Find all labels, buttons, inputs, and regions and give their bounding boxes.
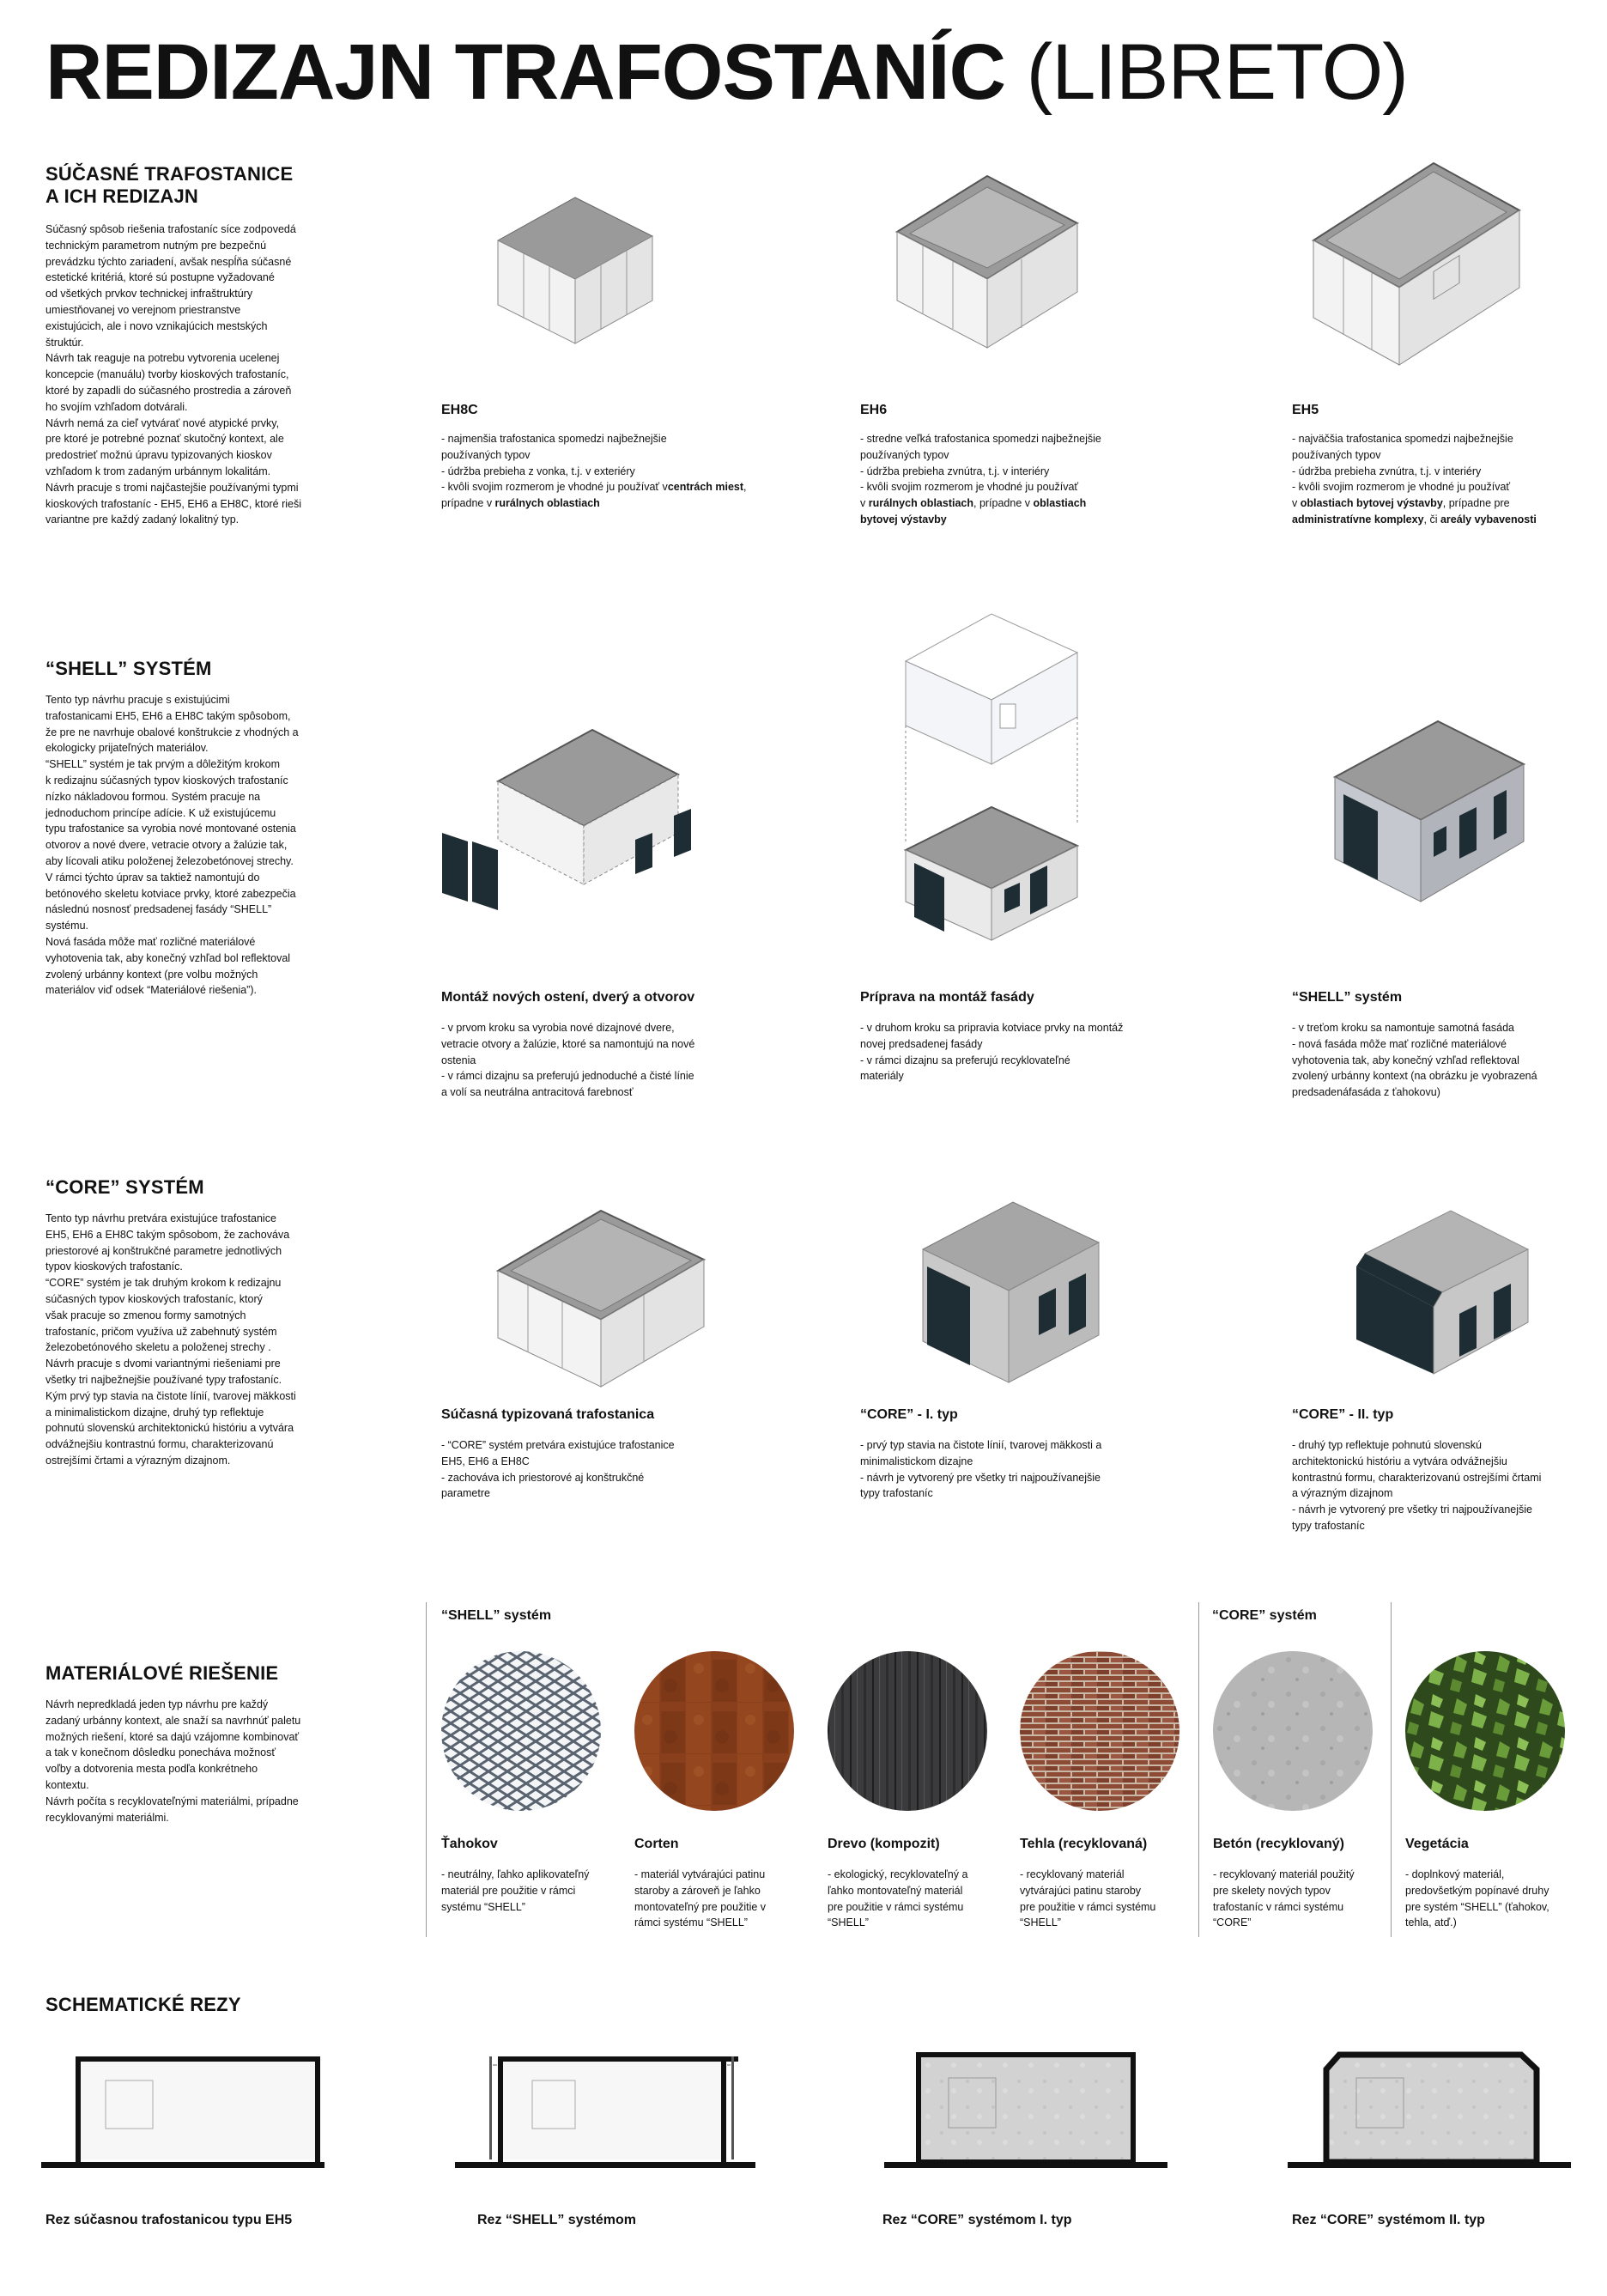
eh8c-label: EH8C	[441, 403, 478, 417]
material-label-tehla: Tehla (recyklovaná)	[1020, 1837, 1148, 1851]
shell-step2-drawing	[893, 601, 1099, 945]
shell-step3-text: - v treťom kroku sa namontuje samotná fasáda - nová fasáda môže mať rozličné materiálové vyhotovenia tak, aby konečný vzhľad reflektoval zvolený urbánny kontext (na obrázku je vyobrazená predsadenáfasáda z ťahokovu)	[1292, 1022, 1537, 1099]
materials-divider-right	[1391, 1602, 1392, 1937]
core-type1-drawing	[910, 1189, 1107, 1395]
material-swatch-vegetacia	[1405, 1651, 1565, 1811]
material-swatch-corten	[634, 1651, 794, 1811]
eh6-label: EH6	[860, 403, 888, 417]
shell-step3-label: “SHELL” systém	[1292, 990, 1403, 1005]
section-cut-core1-label: Rez “CORE” systémom I. typ	[882, 2213, 1072, 2227]
section-heading-sections: SCHEMATICKÉ REZY	[45, 1994, 241, 2015]
shell-step2-text: - v druhom kroku sa pripravia kotviace prvky na montáž novej predsadenej fasády - v rámci dizajnu sa preferujú recyklovateľné materiály	[860, 1022, 1124, 1083]
section-heading-materials: MATERIÁLOVÉ RIEŠENIE	[45, 1662, 279, 1684]
eh8c-kiosk-drawing	[481, 189, 670, 352]
material-swatch-tehla	[1020, 1651, 1179, 1811]
eh6-text: - stredne veľká trafostanica spomedzi najbežnejšie používaných typov - údržba prebieha zvnútra, t.j. v interiéry - kvôli svojim rozmerom je vhodné ju používať v rurálnych oblastiach, prípadne v oblastiach bytovej výstavby	[860, 433, 1101, 525]
core-type2-drawing	[1348, 1202, 1537, 1382]
section-text-core: Tento typ návrhu pretvára existujúce trafostanice EH5, EH6 a EH8C takým spôsobom, že zachováva priestorové aj konštrukčné parametre jednotlivých typov kioskových trafostaníc. “CORE” systém je tak druhým krokom k redizajnu súčasných typov kioskových trafostaníc, ktorý však pracuje so zmenou formy samotných trafostaníc, pričom využíva už zabehnutý systém železobetónového skeletu a položenej strechy . Návrh pracuje s dvomi variantnými riešeniami pre všetky tri najbežnejšie používané typy trafostaníc. Kým prvý typ stavia na čistote línií, tvarovej mäkkosti a minimalistickom dizajne, druhý typ reflektuje pohnutú slovenskú architektonickú históriu a vytvára odvážnejšiu kontrastnú formu, charakterizovanú ostrejšími črtami a výrazným dizajnom.	[45, 1212, 296, 1467]
shell-step1-drawing	[438, 713, 713, 910]
material-label-tahokov: Ťahokov	[441, 1837, 498, 1851]
material-swatch-beton	[1213, 1651, 1373, 1811]
page-title	[45, 29, 1408, 115]
eh5-label: EH5	[1292, 403, 1319, 417]
shell-step1-text: - v prvom kroku sa vyrobia nové dizajnové dvere, vetracie otvory a žalúzie, ktoré sa namontujú na nové ostenia - v rámci dizajnu sa preferujú jednoduché a čisté línie a volí sa neutrálna antracitová farebnosť	[441, 1022, 695, 1099]
eh6-kiosk-drawing	[884, 163, 1090, 361]
section-text-materials: Návrh nepredkladá jeden typ návrhu pre každý zadaný urbánny kontext, ale snaží sa navrhnúť paletu možných riešení, ktoré sa dajú vzájomne kombinovať a tak v konečnom dôsledku ponecháva možnosť voľby a dotvorenia mesta podľa konkrétneho kontextu. Návrh počíta s recyklovateľnými materiálmi, prípadne recyklovanými materiálmi.	[45, 1698, 301, 1824]
core-type2-label: “CORE” - II. typ	[1292, 1407, 1394, 1422]
core-type2-text: - druhý typ reflektuje pohnutú slovenskú architektonickú históriu a vytvára odvážnejšiu kontrastnú formu, charakterizovanú ostrejšími črtami a výrazným dizajnom - návrh je vytvorený pre všetky tri najpoužívanejšie typy trafostaníc	[1292, 1439, 1542, 1532]
core-current-label: Súčasná typizovaná trafostanica	[441, 1407, 655, 1422]
section-cut-shell	[455, 2048, 755, 2185]
section-cut-eh5-label: Rez súčasnou trafostanicou typu EH5	[45, 2213, 293, 2227]
material-text-tahokov: - neutrálny, ľahko aplikovateľný materiál pre použitie v rámci systému “SHELL”	[441, 1868, 590, 1913]
section-cut-core-type1	[884, 2048, 1167, 2185]
section-cut-shell-label: Rez “SHELL” systémom	[477, 2213, 636, 2227]
material-swatch-tahokov	[441, 1651, 601, 1811]
section-cut-core-type2	[1288, 2048, 1571, 2185]
materials-shell-label: “SHELL” systém	[441, 1608, 552, 1623]
eh5-text: - najväčšia trafostanica spomedzi najbežnejšie používaných typov - údržba prebieha zvnútra, t.j. v interiéry - kvôli svojim rozmerom je vhodné ju používať v oblastiach bytovej výstavby, prípadne pre administratívne komplexy, či areály vybavenosti	[1292, 433, 1537, 525]
material-text-vegetacia: - doplnkový materiál, predovšetkým popínavé druhy pre systém “SHELL” (ťahokov, tehla, atď.)	[1405, 1868, 1549, 1929]
material-text-tehla: - recyklovaný materiál vytvárajúci patinu staroby pre použitie v rámci systému “SHELL”	[1020, 1868, 1156, 1929]
section-text-current: Súčasný spôsob riešenia trafostaníc síce zodpovedá technickým parametrom nutným pre bezpečnú prevádzku týchto zariadení, avšak nespĺňa súčasné estetické kritériá, ktoré sú postupne vyžadované od všetkých prvkov technickej infraštruktúry umiestňovanej vo verejnom priestranstve existujúcich, ale i novo vznikajúcich mestských štruktúr. Návrh tak reaguje na potrebu vytvorenia ucelenej koncepcie (manuálu) tvorby kioskových trafostaníc, ktoré by zapadli do súčasného prostredia a zároveň ho svojím vzhľadom dotvárali. Návrh nemá za cieľ vytvárať nové atypické prvky, pre ktoré je potrebné poznať skutočný kontext, ale predostrieť možnú úpravu typizovaných kioskov vzhľadom k trom zadaným urbánnym lokalitám. Návrh pracuje s tromi najčastejšie používanými typmi kioskových trafostaníc - EH5, EH6 a EH8C, ktoré rieši variantne pre každý zadaný lokalitný typ.	[45, 223, 302, 526]
materials-core-label: “CORE” systém	[1212, 1608, 1317, 1623]
materials-divider-left	[426, 1602, 427, 1937]
material-label-beton: Betón (recyklovaný)	[1213, 1837, 1344, 1851]
shell-step2-label: Príprava na montáž fasády	[860, 990, 1034, 1005]
material-text-beton: - recyklovaný materiál použitý pre skelety nových typov trafostaníc v rámci systému “CORE”	[1213, 1868, 1355, 1929]
materials-divider-middle	[1198, 1602, 1199, 1937]
page-title-light: (LIBRETO)	[1026, 28, 1408, 116]
page-title-bold: REDIZAJN TRAFOSTANÍC	[45, 28, 1006, 116]
material-text-drevo: - ekologický, recyklovateľný a ľahko montovateľný materiál pre použitie v rámci systému “SHELL”	[828, 1868, 968, 1929]
material-label-corten: Corten	[634, 1837, 679, 1851]
section-heading-shell: “SHELL” SYSTÉM	[45, 658, 212, 679]
eh5-kiosk-drawing	[1305, 146, 1528, 369]
material-label-vegetacia: Vegetácia	[1405, 1837, 1469, 1851]
section-heading-current: SÚČASNÉ TRAFOSTANICE A ICH REDIZAJN	[45, 163, 294, 207]
eh8c-text: - najmenšia trafostanica spomedzi najbežnejšie používaných typov - údržba prebieha z vonka, t.j. v exteriéry - kvôli svojim rozmerom je vhodné ju používať vcentrách miest, prípadne v rurálnych oblastiach	[441, 433, 747, 510]
core-current-text: - “CORE” systém pretvára existujúce trafostanice EH5, EH6 a EH8C - zachováva ich priestorové aj konštrukčné parametre	[441, 1439, 675, 1500]
material-text-corten: - materiál vytvárajúci patinu staroby a zároveň je ľahko montovateľný pre použitie v rámci systému “SHELL”	[634, 1868, 767, 1929]
core-type1-label: “CORE” - I. typ	[860, 1407, 958, 1422]
shell-step1-label: Montáž nových ostení, dverý a otvorov	[441, 990, 695, 1005]
section-cut-eh5	[41, 2048, 324, 2185]
material-swatch-drevo	[828, 1651, 987, 1811]
section-text-shell: Tento typ návrhu pracuje s existujúcimi trafostanicami EH5, EH6 a EH8C takým spôsobom, že pre ne navrhuje obalové konštrukcie z vhodných a ekologicky prijateľných materiálov. “SHELL” systém je tak prvým a dôležitým krokom k redizajnu súčasných typov kioskových trafostaníc nízko nákladovou formou. Systém pracuje na jednoduchom princípe adície. K už existujúcemu typu trafostanice sa vyrobia nové montované ostenia otvorov a nové dvere, vetracie otvory a žalúzie tak, aby lícovali atiku položenej železobetónovej strechy. V rámci týchto úprav sa taktiež namontujú do betónového skeletu kotviace prvky, ktoré zabezpečia následnú nosnosť predsadenej fasády “SHELL” systému. Nová fasáda môže mať rozličné materiálové vyhotovenia tak, aby konečný vzhľad bol reflektoval zvolený urbánny kontext (pre volbu možných materiálov viď odsek “Materiálové riešenia”).	[45, 694, 299, 997]
section-heading-core: “CORE” SYSTÉM	[45, 1176, 204, 1198]
section-cut-core2-label: Rez “CORE” systémom II. typ	[1292, 2213, 1485, 2227]
shell-step3-drawing	[1331, 713, 1528, 910]
material-label-drevo: Drevo (kompozit)	[828, 1837, 940, 1851]
core-current-drawing	[489, 1198, 713, 1395]
core-type1-text: - prvý typ stavia na čistote línií, tvarovej mäkkosti a minimalistickom dizajne - návrh je vytvorený pre všetky tri najpoužívanejšie typy trafostaníc	[860, 1439, 1102, 1500]
